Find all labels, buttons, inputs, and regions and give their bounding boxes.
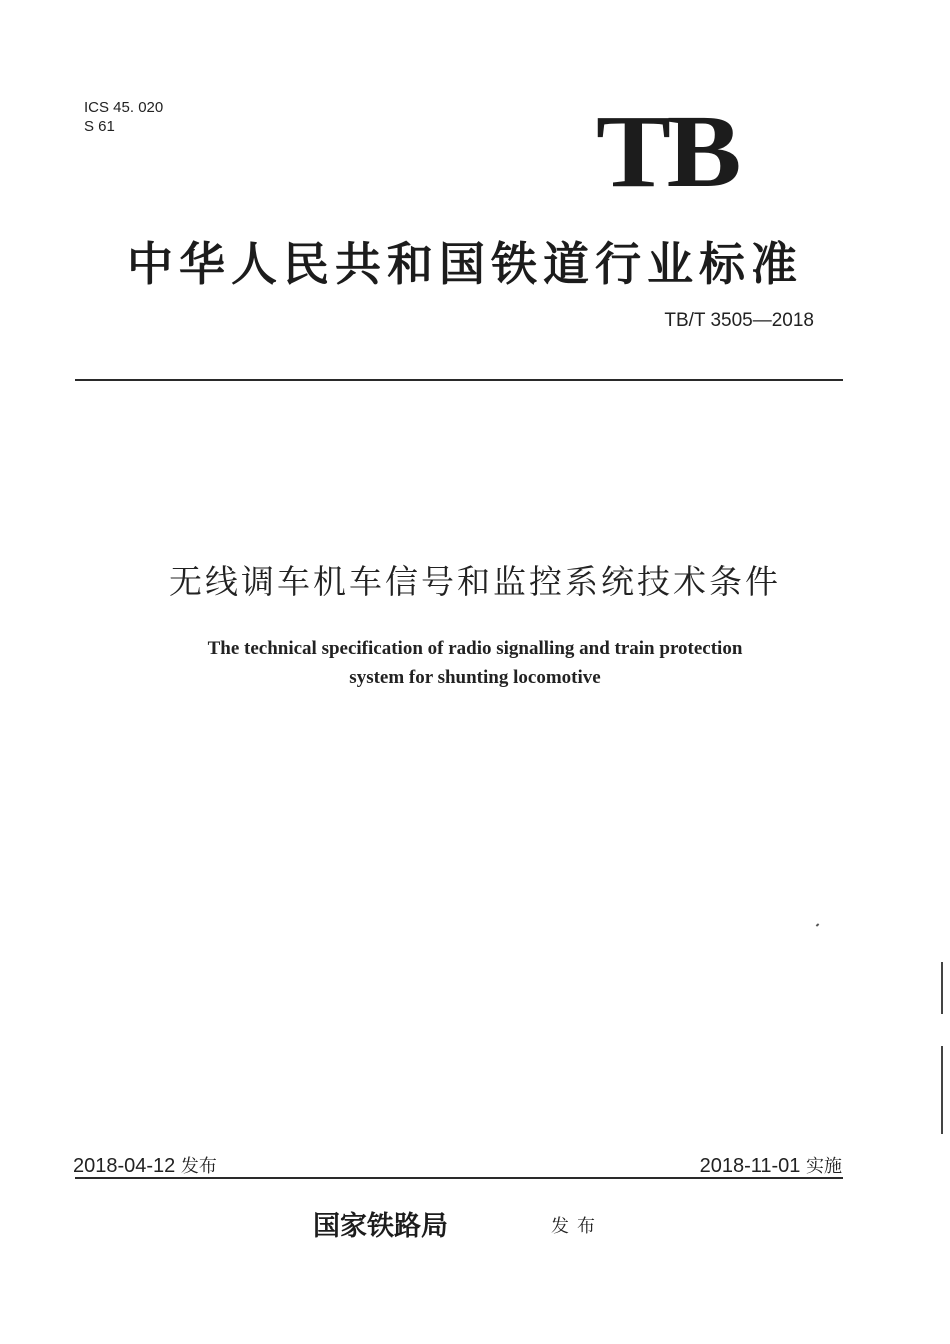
document-title-en [60, 634, 890, 692]
effective-date [560, 1152, 842, 1178]
header-divider [75, 379, 843, 381]
footer-divider [75, 1177, 843, 1179]
issue-date-label: 发布 [180, 1156, 217, 1177]
scan-speck [816, 923, 820, 926]
industry-standard-title: 中华人民共和国铁道行业标准 [127, 237, 803, 291]
scan-edge-line [941, 962, 943, 1014]
effective-date-value: 2018-11-01 [699, 1155, 801, 1177]
standard-number: TB/T 3505—2018 [664, 310, 814, 331]
ics-code: ICS 45. 020 [84, 99, 164, 116]
document-title-cn: 无线调车机车信号和监控系统技术条件 [169, 562, 781, 601]
title-en-line-1: The technical specification of radio signalling and train protection [207, 638, 743, 659]
classification-codes [84, 98, 163, 136]
scan-edge-line [941, 1046, 943, 1134]
issue-date [73, 1152, 217, 1178]
issuer-action: 发布 [551, 1216, 603, 1237]
tb-logo: TB [596, 94, 738, 209]
issuer-name: 国家铁路局 [313, 1211, 448, 1242]
effective-date-label: 实施 [806, 1156, 842, 1177]
issue-date-value: 2018-04-12 [73, 1155, 176, 1177]
category-code: S 61 [84, 118, 115, 135]
title-en-line-2: system for shunting locomotive [349, 667, 601, 688]
